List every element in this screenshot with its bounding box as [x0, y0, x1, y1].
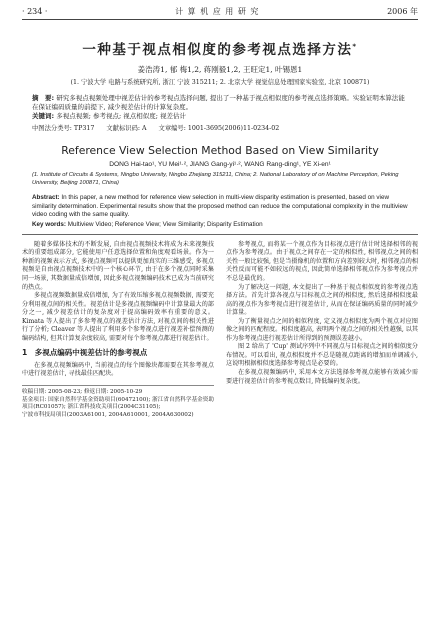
journal-name: 计 算 机 应 用 研 究	[175, 7, 260, 16]
title-chinese-text: 一种基于视点相似度的参考视点选择方法	[82, 42, 353, 58]
classification-row	[22, 123, 418, 132]
article-id: 文章编号: 1001-3695(2006)11-0234-02	[158, 125, 280, 132]
keywords-english-label: Key words:	[32, 220, 66, 228]
footnote-line: 基金项目: 国家自然科学基金资助项目(60472100); 浙江省自然科学基金资助项目(RC01057); 浙江省科技攻关项目(2004C31105);	[22, 396, 214, 411]
body-paragraph: 在多视点视频编码中, 采用本文方法选择参考视点能够有效减少需要进行视差估计的参考视点数目, 降低编码复杂度。	[226, 368, 418, 385]
affiliation-english: (1. Institute of Circuits & Systems, Ningbo University, Ningbo Zhejiang 315211, China; 2. National Laboratory of on Machine Perception, Peking University, Beijing 100871, China)	[32, 172, 399, 186]
body-paragraph: 随着多媒体技术的不断发展, 自由视点视频技术将成为未来视频技术的重要组成部分, 它能使用户任意选择位置和角度观看场景。作为一种新的视频表示方式, 多视点视频可以提供更加真实的三维感受, 多视点视频是自由视点视频技术中的一个核心环节, 由于在多个视点同时采集同一场景, 其数据量成倍增加, 因此多视点视频编码技术已成为当前研究的热点。	[22, 240, 214, 291]
abstract-chinese-text: 研究多视点视频处理中视差估计的参考视点选择问题, 提出了一种基于视点相似度的参考视点选择策略。实验证明本算法能在保证编码质量的前提下, 减少视差估计的计算复杂度。	[32, 94, 405, 111]
body-paragraph: 为了衡量视点之间的相似程度, 定义视点相似度为两个视点对应图像之间的匹配程度。相似度越高, 表明两个视点之间的相关性越强, 以其作为参考视点进行视差估计所得到的预测误差越小。	[226, 317, 418, 342]
page-number: · 234 ·	[22, 7, 48, 16]
running-head	[22, 6, 418, 20]
left-column	[22, 241, 214, 420]
authors-chinese: 姜浩涛1, 郁 梅1,2, 蒋刚毅1,2, 王旺定1, 叶锡恩1	[137, 65, 303, 74]
title-chinese	[22, 38, 418, 58]
publication-year: 2006 年	[387, 7, 418, 16]
keywords-english-row	[22, 221, 418, 228]
abstract-chinese	[22, 94, 418, 121]
abstract-english	[22, 194, 418, 220]
body-paragraph: 多视点视频数据量成倍增加, 为了有效压缩多视点视频数据, 需要充分利用视点间的相关性。视差估计是多视点视频编码中计算量最大的部分之一, 减少视差估计的复杂度对于提高编码效率有重要的意义。Kimata 等人提出了多参考视点的视差估计方法, 对视点间的相关性进行了分析; Cleaver 等人提出了利用多个参考视点进行视差补偿预测的编码结构, 但其计算复杂度较高, 需要对每个参考视点都进行视差估计。	[22, 292, 214, 342]
body-paragraph: 参考视点, 而将某一个视点作为目标视点进行估计时选择相邻的视点作为参考视点。由于视点之间存在一定的相似性, 相邻视点之间的相关性一般比较强, 但是当摄像机的位置和方向差别较大时, 相邻视点的相关性反而可能不如较远的视点, 因此简单选择相邻视点作为参考视点并不总是最优的。	[226, 240, 418, 282]
footnote-line: 宁波市科技局项目(2003A61001, 2004A610001, 2004A630002)	[22, 411, 194, 418]
keywords-chinese: 多视点视频; 参考视点; 视点相似度; 视差估计	[56, 112, 186, 120]
footnote-line: 收稿日期: 2005-08-23; 修返日期: 2005-10-29	[22, 388, 143, 395]
section-heading: 1 多视点编码中视差估计的参考视点	[22, 348, 148, 358]
authors-english: DONG Hai-tao¹, YU Mei¹·², JIANG Gang-yi¹·², WANG Rang-ding¹, YE Xi-en¹	[109, 161, 331, 168]
title-english: Reference View Selection Method Based on View Similarity	[61, 144, 379, 157]
document-code: 文献标识码: A	[106, 125, 147, 132]
abstract-english-label: Abstract:	[32, 194, 60, 201]
keywords-english: Multiview Video; Reference View; View Similarity; Disparity Estimation	[67, 220, 263, 228]
section-divider	[22, 234, 418, 235]
body-paragraph: 在多视点视频编码中, 当前视点的每个图像块都需要在其参考视点中进行视差估计, 寻找最佳匹配块。	[22, 361, 214, 378]
body-columns	[22, 241, 418, 420]
abstract-english-text: In this paper, a new method for reference view selection in multi-view disparity estimation is presented, based on view similarity determination. Experimental results show that the proposed method can reduce the computational complexity in the multiview video coding with the same quality.	[32, 194, 408, 219]
body-paragraph: 为了解决这一问题, 本文提出了一种基于视点相似度的参考视点选择方法。首先计算各视点与目标视点之间的相似度, 然后选择相似度最高的视点作为参考视点进行视差估计, 从而在保证编码质量的同时减少计算量。	[226, 283, 418, 317]
right-column	[226, 241, 418, 420]
keywords-chinese-label: 关键词:	[32, 112, 55, 120]
clc-number: 中图法分类号: TP317	[32, 125, 95, 132]
footnote	[22, 385, 214, 419]
affiliation-chinese: (1. 宁波大学 电路与系统研究所, 浙江 宁波 315211; 2. 北京大学 视觉信息处理国家实验室, 北京 100871)	[70, 79, 370, 86]
title-footnote-mark: *	[352, 42, 358, 51]
abstract-chinese-label: 摘 要:	[32, 94, 55, 102]
body-paragraph: 图 2 给出了 'Cup' 测试序列中不同视点与目标视点之间的相似度分布情况。可以看出, 视点相似度并不总是随视点距离的增加而单调减小, 这说明根据相似度选择参考视点是必要的。	[226, 343, 418, 368]
